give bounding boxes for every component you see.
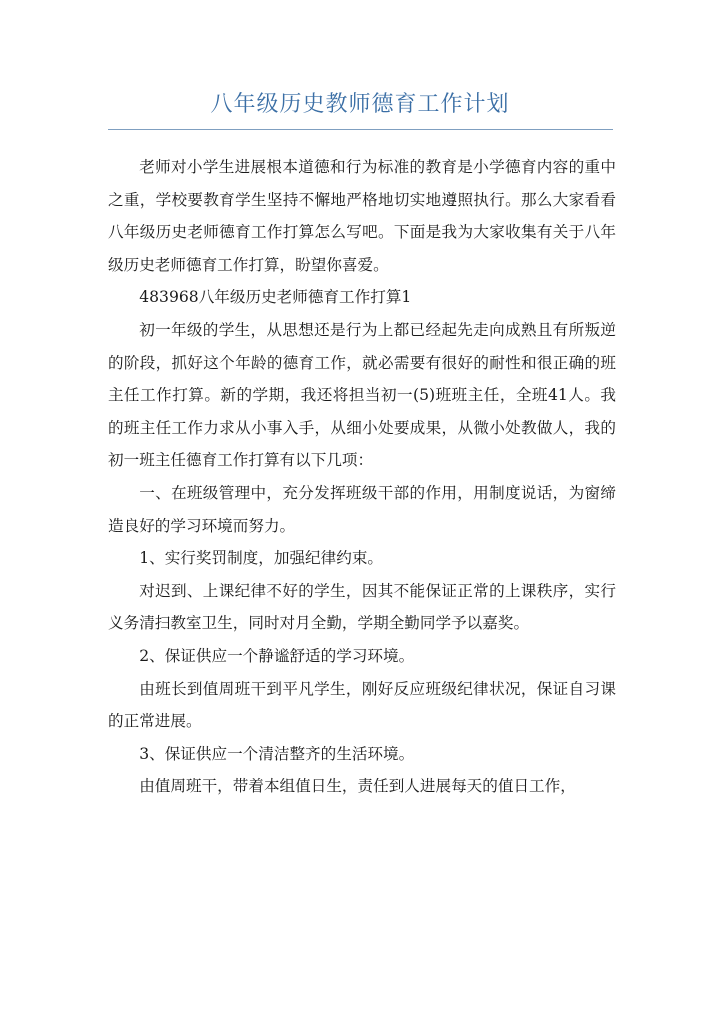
paragraph-subitem-1-detail: 对迟到、上课纪律不好的学生，因其不能保证正常的上课秩序，实行义务清扫教室卫生，同时对月全勤，学期全勤同学予以嘉奖。 xyxy=(108,581,616,633)
paragraph-class-overview: 初一年级的学生，从思想还是行为上都已经起先走向成熟且有所叛逆的阶段，抓好这个年龄的德育工作，就必需要有很好的耐性和很正确的班主任工作打算。新的学期，我还将担当初一(5)班班主任，全班41人。我的班主任工作力求从小事入手，从细小处要成果，从微小处教做人，我的初一班主任德育工作打算有以下几项： xyxy=(108,320,616,470)
paragraph-intro: 老师对小学生进展根本道德和行为标准的教育是小学德育内容的重中之重，学校要教育学生坚持不懈地严格地切实地遵照执行。那么大家看看八年级历史老师德育工作打算怎么写吧。下面是我为大家收集有关于八年级历史老师德育工作打算，盼望你喜爱。 xyxy=(108,158,616,274)
paragraph-section-heading: 483968八年级历史老师德育工作打算1 xyxy=(139,288,412,307)
paragraph-subitem-1: 1、实行奖罚制度，加强纪律约束。 xyxy=(139,549,384,568)
title-divider xyxy=(108,129,613,130)
document-title: 八年级历史教师德育工作计划 xyxy=(210,92,510,117)
paragraph-subitem-3-detail: 由值周班干，带着本组值日生，责任到人进展每天的值日工作， xyxy=(139,777,576,796)
document-body xyxy=(108,151,616,803)
paragraph-item-heading-1: 一、在班级管理中，充分发挥班级干部的作用，用制度说话，为窗缔造良好的学习环境而努力。 xyxy=(108,483,616,535)
paragraph-subitem-3: 3、保证供应一个清洁整齐的生活环境。 xyxy=(139,744,415,763)
paragraph-subitem-2: 2、保证供应一个静谧舒适的学习环境。 xyxy=(139,646,415,665)
paragraph-subitem-2-detail: 由班长到值周班干到平凡学生，刚好反应班级纪律状况，保证自习课的正常进展。 xyxy=(108,679,616,731)
